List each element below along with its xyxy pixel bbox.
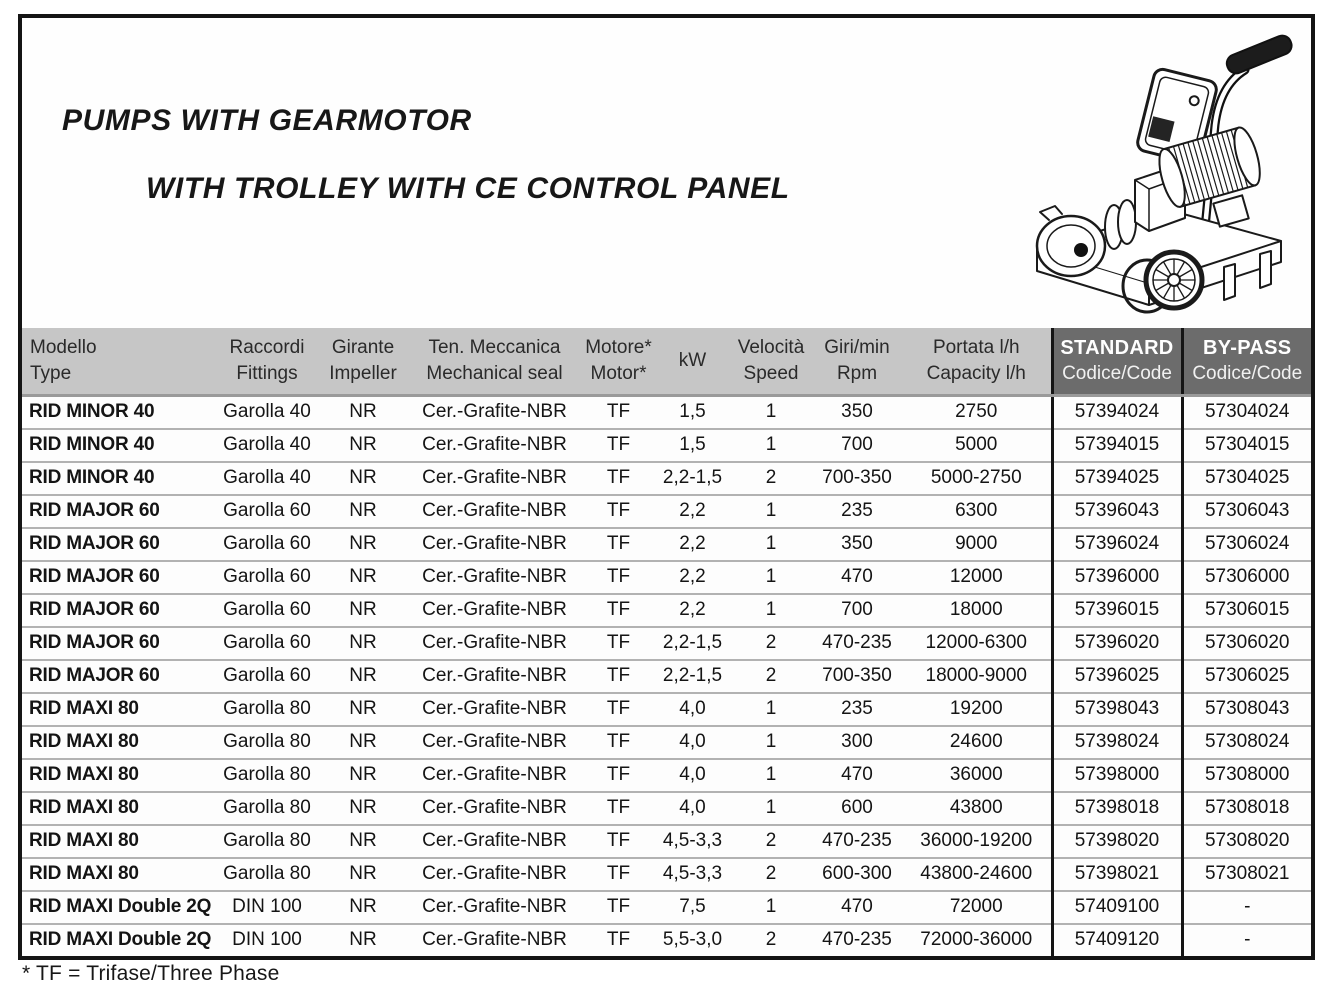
cell-bypass: - <box>1182 891 1311 924</box>
cell-kw: 2,2-1,5 <box>655 462 730 495</box>
cell-standard: 57398018 <box>1052 792 1182 825</box>
table-row <box>22 825 1311 858</box>
cell-velocita: 2 <box>730 825 812 858</box>
cell-velocita: 1 <box>730 429 812 462</box>
cell-standard: 57394025 <box>1052 462 1182 495</box>
cell-bypass: 57308024 <box>1182 726 1311 759</box>
cell-velocita: 2 <box>730 924 812 956</box>
cell-tenuta: Cer.-Grafite-NBR <box>407 693 582 726</box>
cell-velocita: 1 <box>730 891 812 924</box>
cell-kw: 2,2-1,5 <box>655 660 730 693</box>
cell-kw: 4,5-3,3 <box>655 825 730 858</box>
page-frame <box>18 14 1315 960</box>
cell-raccordi: Garolla 40 <box>215 462 319 495</box>
cell-girante: NR <box>319 891 407 924</box>
table-row <box>22 495 1311 528</box>
cell-raccordi: Garolla 60 <box>215 495 319 528</box>
cell-motore: TF <box>582 429 655 462</box>
column-header-girante <box>319 328 407 396</box>
cell-bypass: 57306025 <box>1182 660 1311 693</box>
column-header-tenuta <box>407 328 582 396</box>
cell-bypass: 57306000 <box>1182 561 1311 594</box>
cell-portata: 72000 <box>902 891 1052 924</box>
column-header-velocita <box>730 328 812 396</box>
cell-modello: RID MINOR 40 <box>22 429 215 462</box>
cell-tenuta: Cer.-Grafite-NBR <box>407 429 582 462</box>
cell-velocita: 1 <box>730 726 812 759</box>
cell-tenuta: Cer.-Grafite-NBR <box>407 891 582 924</box>
cell-velocita: 1 <box>730 693 812 726</box>
cell-tenuta: Cer.-Grafite-NBR <box>407 759 582 792</box>
table-row <box>22 627 1311 660</box>
column-header-motore <box>582 328 655 396</box>
cell-kw: 4,0 <box>655 759 730 792</box>
column-header-standard-line2: Codice/Code <box>1062 363 1172 385</box>
cell-kw: 2,2 <box>655 561 730 594</box>
cell-tenuta: Cer.-Grafite-NBR <box>407 561 582 594</box>
cell-girante: NR <box>319 429 407 462</box>
cell-portata: 12000 <box>902 561 1052 594</box>
cell-bypass: - <box>1182 924 1311 956</box>
cell-motore: TF <box>582 891 655 924</box>
cell-giri: 470-235 <box>812 825 902 858</box>
cell-standard: 57394024 <box>1052 396 1182 430</box>
cell-girante: NR <box>319 825 407 858</box>
cell-kw: 1,5 <box>655 396 730 430</box>
column-header-girante-line2: Impeller <box>329 362 397 384</box>
cell-bypass: 57308000 <box>1182 759 1311 792</box>
cell-raccordi: Garolla 80 <box>215 792 319 825</box>
cell-motore: TF <box>582 561 655 594</box>
cell-raccordi: Garolla 60 <box>215 594 319 627</box>
cell-tenuta: Cer.-Grafite-NBR <box>407 924 582 956</box>
cell-modello: RID MAXI 80 <box>22 759 215 792</box>
cell-raccordi: Garolla 60 <box>215 660 319 693</box>
cell-motore: TF <box>582 528 655 561</box>
cell-giri: 470 <box>812 759 902 792</box>
cell-portata: 5000 <box>902 429 1052 462</box>
cell-modello: RID MAJOR 60 <box>22 594 215 627</box>
cell-modello: RID MAJOR 60 <box>22 627 215 660</box>
cell-motore: TF <box>582 924 655 956</box>
cell-giri: 470-235 <box>812 627 902 660</box>
cell-girante: NR <box>319 495 407 528</box>
cell-tenuta: Cer.-Grafite-NBR <box>407 627 582 660</box>
cell-portata: 9000 <box>902 528 1052 561</box>
cell-motore: TF <box>582 858 655 891</box>
cell-giri: 700-350 <box>812 462 902 495</box>
cell-modello: RID MAXI 80 <box>22 726 215 759</box>
cell-standard: 57398043 <box>1052 693 1182 726</box>
cell-modello: RID MAXI Double 2Q <box>22 924 215 956</box>
cell-kw: 5,5-3,0 <box>655 924 730 956</box>
cell-tenuta: Cer.-Grafite-NBR <box>407 792 582 825</box>
cell-girante: NR <box>319 396 407 430</box>
cell-raccordi: Garolla 60 <box>215 528 319 561</box>
cell-motore: TF <box>582 396 655 430</box>
cell-portata: 19200 <box>902 693 1052 726</box>
column-header-tenuta-line1: Ten. Meccanica <box>428 336 561 358</box>
column-header-velocita-line1: Velocità <box>737 336 805 358</box>
column-header-giri-line2: Rpm <box>836 362 878 384</box>
cell-giri: 235 <box>812 495 902 528</box>
column-header-portata-line1: Portata l/h <box>932 336 1020 358</box>
cell-velocita: 1 <box>730 495 812 528</box>
cell-standard: 57394015 <box>1052 429 1182 462</box>
cell-bypass: 57304015 <box>1182 429 1311 462</box>
column-header-portata <box>902 328 1052 396</box>
column-header-standard-line1: STANDARD <box>1060 337 1174 360</box>
cell-kw: 4,5-3,3 <box>655 858 730 891</box>
cell-standard: 57396000 <box>1052 561 1182 594</box>
page-title-line2: WITH TROLLEY WITH CE CONTROL PANEL <box>146 172 790 205</box>
cell-kw: 2,2 <box>655 528 730 561</box>
column-header-modello <box>22 328 215 396</box>
cell-kw: 2,2-1,5 <box>655 627 730 660</box>
cell-motore: TF <box>582 462 655 495</box>
cell-modello: RID MAXI Double 2Q <box>22 891 215 924</box>
cell-girante: NR <box>319 726 407 759</box>
cell-tenuta: Cer.-Grafite-NBR <box>407 858 582 891</box>
cell-velocita: 1 <box>730 561 812 594</box>
footnote-tf-definition: * TF = Trifase/Three Phase <box>22 962 280 985</box>
cell-giri: 350 <box>812 528 902 561</box>
cell-portata: 43800-24600 <box>902 858 1052 891</box>
cell-motore: TF <box>582 495 655 528</box>
cell-modello: RID MINOR 40 <box>22 462 215 495</box>
cell-kw: 4,0 <box>655 693 730 726</box>
cell-giri: 300 <box>812 726 902 759</box>
cell-kw: 1,5 <box>655 429 730 462</box>
column-header-raccordi <box>215 328 319 396</box>
cell-kw: 4,0 <box>655 792 730 825</box>
cell-standard: 57409120 <box>1052 924 1182 956</box>
cell-girante: NR <box>319 858 407 891</box>
cell-raccordi: Garolla 60 <box>215 561 319 594</box>
column-header-motore-line2: Motor* <box>590 362 647 384</box>
cell-motore: TF <box>582 759 655 792</box>
cell-girante: NR <box>319 528 407 561</box>
cell-motore: TF <box>582 627 655 660</box>
cell-motore: TF <box>582 660 655 693</box>
cell-standard: 57398000 <box>1052 759 1182 792</box>
column-header-giri <box>812 328 902 396</box>
cell-bypass: 57308043 <box>1182 693 1311 726</box>
cell-raccordi: Garolla 40 <box>215 429 319 462</box>
cell-velocita: 2 <box>730 660 812 693</box>
cell-standard: 57396025 <box>1052 660 1182 693</box>
cell-raccordi: Garolla 80 <box>215 825 319 858</box>
cell-modello: RID MAXI 80 <box>22 693 215 726</box>
cell-motore: TF <box>582 594 655 627</box>
cell-standard: 57409100 <box>1052 891 1182 924</box>
cell-kw: 2,2 <box>655 495 730 528</box>
column-header-bypass-line2: Codice/Code <box>1192 363 1303 385</box>
table-row <box>22 594 1311 627</box>
cell-tenuta: Cer.-Grafite-NBR <box>407 825 582 858</box>
table-row <box>22 528 1311 561</box>
cell-portata: 12000-6300 <box>902 627 1052 660</box>
column-header-kw-line1: kW <box>678 349 707 371</box>
cell-giri: 600 <box>812 792 902 825</box>
column-header-motore-line1: Motore* <box>585 336 652 358</box>
column-header-tenuta-line2: Mechanical seal <box>426 362 563 384</box>
table-row <box>22 924 1311 956</box>
cell-giri: 235 <box>812 693 902 726</box>
cell-girante: NR <box>319 627 407 660</box>
column-header-modello-line2: Type <box>30 362 72 384</box>
column-header-raccordi-line2: Fittings <box>236 362 298 384</box>
cell-raccordi: Garolla 80 <box>215 858 319 891</box>
pump-spec-table <box>22 328 1311 956</box>
cell-tenuta: Cer.-Grafite-NBR <box>407 528 582 561</box>
table-row <box>22 396 1311 430</box>
cell-girante: NR <box>319 759 407 792</box>
cell-portata: 36000 <box>902 759 1052 792</box>
cell-modello: RID MAXI 80 <box>22 858 215 891</box>
cell-giri: 350 <box>812 396 902 430</box>
cell-standard: 57396020 <box>1052 627 1182 660</box>
cell-motore: TF <box>582 792 655 825</box>
table-row <box>22 792 1311 825</box>
cell-velocita: 1 <box>730 792 812 825</box>
cell-kw: 4,0 <box>655 726 730 759</box>
table-row <box>22 891 1311 924</box>
cell-girante: NR <box>319 462 407 495</box>
cell-girante: NR <box>319 660 407 693</box>
cell-girante: NR <box>319 792 407 825</box>
column-header-raccordi-line1: Raccordi <box>229 336 305 358</box>
cell-girante: NR <box>319 693 407 726</box>
cell-velocita: 2 <box>730 858 812 891</box>
cell-standard: 57396024 <box>1052 528 1182 561</box>
cell-tenuta: Cer.-Grafite-NBR <box>407 660 582 693</box>
cell-kw: 7,5 <box>655 891 730 924</box>
table-row <box>22 660 1311 693</box>
cell-giri: 470-235 <box>812 924 902 956</box>
table-header-row <box>22 328 1311 396</box>
cell-bypass: 57308021 <box>1182 858 1311 891</box>
table-row <box>22 759 1311 792</box>
cell-bypass: 57304024 <box>1182 396 1311 430</box>
cell-motore: TF <box>582 726 655 759</box>
cell-girante: NR <box>319 561 407 594</box>
cell-standard: 57398024 <box>1052 726 1182 759</box>
cell-girante: NR <box>319 924 407 956</box>
cell-modello: RID MINOR 40 <box>22 396 215 430</box>
table-row <box>22 726 1311 759</box>
cell-raccordi: Garolla 80 <box>215 726 319 759</box>
cell-tenuta: Cer.-Grafite-NBR <box>407 462 582 495</box>
cell-raccordi: DIN 100 <box>215 891 319 924</box>
table-row <box>22 693 1311 726</box>
cell-velocita: 1 <box>730 759 812 792</box>
cell-giri: 470 <box>812 891 902 924</box>
pump-trolley-illustration <box>1019 18 1307 320</box>
cell-bypass: 57306024 <box>1182 528 1311 561</box>
cell-standard: 57396043 <box>1052 495 1182 528</box>
cell-portata: 5000-2750 <box>902 462 1052 495</box>
cell-raccordi: DIN 100 <box>215 924 319 956</box>
column-header-modello-line1: Modello <box>30 336 97 358</box>
cell-motore: TF <box>582 825 655 858</box>
cell-modello: RID MAJOR 60 <box>22 660 215 693</box>
cell-tenuta: Cer.-Grafite-NBR <box>407 396 582 430</box>
cell-velocita: 1 <box>730 528 812 561</box>
column-header-giri-line1: Giri/min <box>824 336 890 358</box>
cell-giri: 470 <box>812 561 902 594</box>
cell-kw: 2,2 <box>655 594 730 627</box>
cell-modello: RID MAJOR 60 <box>22 528 215 561</box>
cell-modello: RID MAXI 80 <box>22 825 215 858</box>
cell-velocita: 2 <box>730 462 812 495</box>
cell-raccordi: Garolla 40 <box>215 396 319 430</box>
table-row <box>22 462 1311 495</box>
column-header-velocita-line2: Speed <box>743 362 799 384</box>
cell-portata: 6300 <box>902 495 1052 528</box>
column-header-standard <box>1052 328 1182 396</box>
cell-girante: NR <box>319 594 407 627</box>
cell-motore: TF <box>582 693 655 726</box>
column-header-bypass-line1: BY-PASS <box>1203 337 1292 360</box>
cell-portata: 72000-36000 <box>902 924 1052 956</box>
column-header-bypass <box>1182 328 1311 396</box>
cell-portata: 43800 <box>902 792 1052 825</box>
cell-portata: 18000 <box>902 594 1052 627</box>
cell-giri: 700-350 <box>812 660 902 693</box>
cell-portata: 18000-9000 <box>902 660 1052 693</box>
column-header-kw <box>655 328 730 396</box>
table-body <box>22 396 1311 957</box>
cell-giri: 600-300 <box>812 858 902 891</box>
cell-velocita: 1 <box>730 396 812 430</box>
cell-bypass: 57306043 <box>1182 495 1311 528</box>
column-header-portata-line2: Capacity l/h <box>926 362 1026 384</box>
column-header-girante-line1: Girante <box>331 336 395 358</box>
cell-bypass: 57306015 <box>1182 594 1311 627</box>
cell-portata: 2750 <box>902 396 1052 430</box>
cell-bypass: 57304025 <box>1182 462 1311 495</box>
cell-raccordi: Garolla 80 <box>215 693 319 726</box>
cell-tenuta: Cer.-Grafite-NBR <box>407 594 582 627</box>
cell-bypass: 57308018 <box>1182 792 1311 825</box>
cell-bypass: 57306020 <box>1182 627 1311 660</box>
cell-standard: 57398021 <box>1052 858 1182 891</box>
cell-modello: RID MAXI 80 <box>22 792 215 825</box>
cell-tenuta: Cer.-Grafite-NBR <box>407 726 582 759</box>
cell-modello: RID MAJOR 60 <box>22 495 215 528</box>
cell-portata: 24600 <box>902 726 1052 759</box>
cell-modello: RID MAJOR 60 <box>22 561 215 594</box>
cell-raccordi: Garolla 80 <box>215 759 319 792</box>
table-row <box>22 429 1311 462</box>
cell-tenuta: Cer.-Grafite-NBR <box>407 495 582 528</box>
cell-standard: 57396015 <box>1052 594 1182 627</box>
table-row <box>22 858 1311 891</box>
cell-velocita: 1 <box>730 594 812 627</box>
cell-raccordi: Garolla 60 <box>215 627 319 660</box>
cell-portata: 36000-19200 <box>902 825 1052 858</box>
cell-giri: 700 <box>812 594 902 627</box>
cell-bypass: 57308020 <box>1182 825 1311 858</box>
table-header <box>22 328 1311 396</box>
cell-standard: 57398020 <box>1052 825 1182 858</box>
cell-giri: 700 <box>812 429 902 462</box>
page-title-line1: PUMPS WITH GEARMOTOR <box>62 104 472 137</box>
cell-velocita: 2 <box>730 627 812 660</box>
table-row <box>22 561 1311 594</box>
